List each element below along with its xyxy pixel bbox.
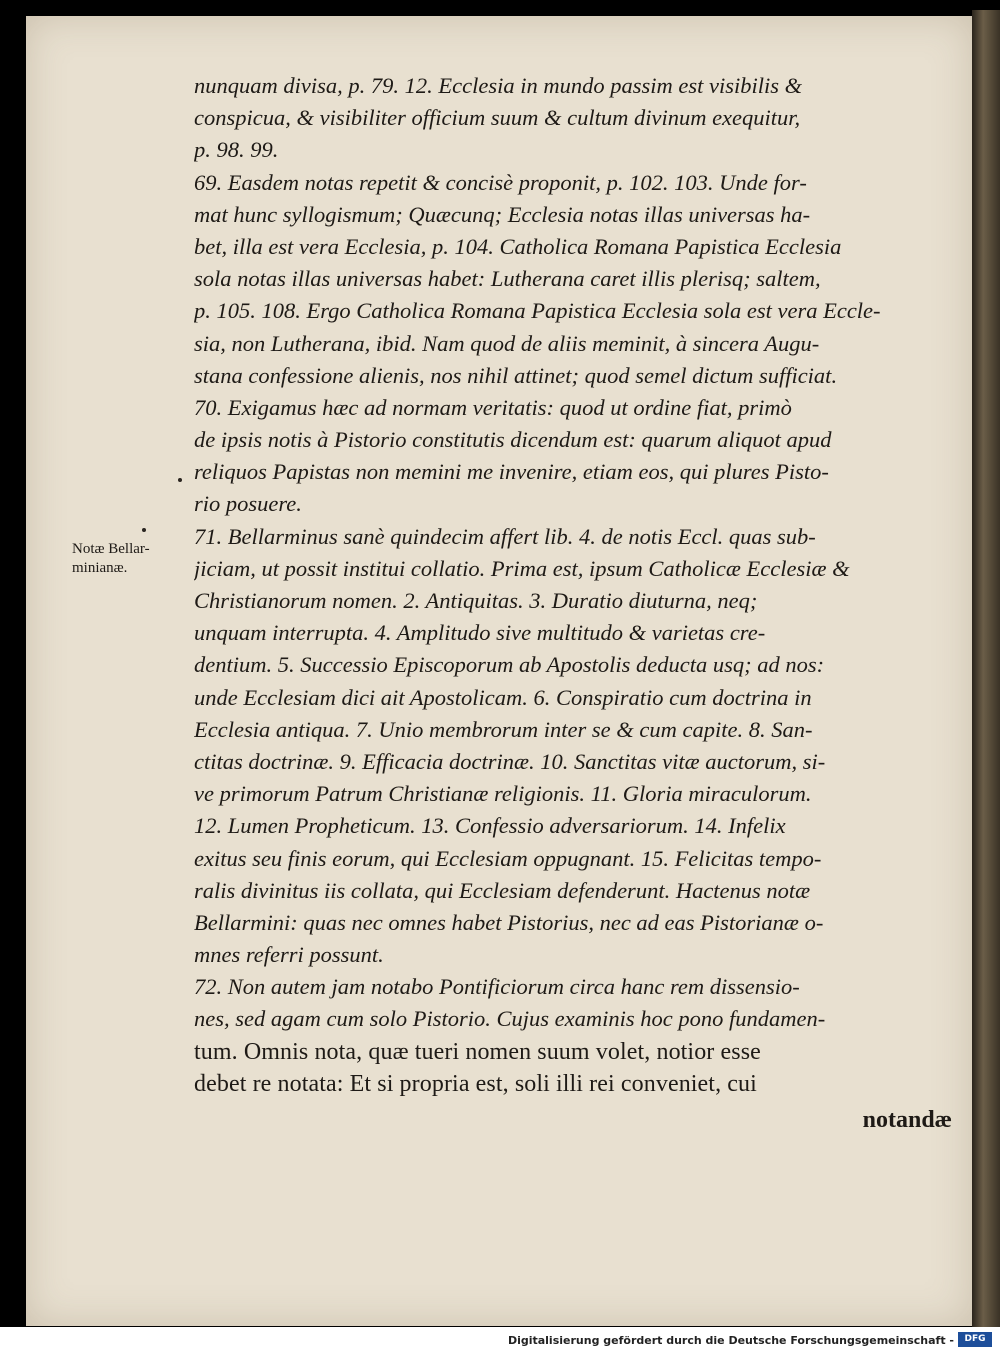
catchword: notandæ — [862, 1107, 952, 1133]
text-line: bet, illa est vera Ecclesia, p. 104. Catholica Romana Papistica Ecclesia — [194, 233, 842, 259]
ink-speck — [142, 528, 146, 532]
text-line: Ecclesia antiqua. 7. Unio membrorum inter se & cum capite. 8. San- — [194, 716, 813, 742]
text-line: tum. Omnis nota, quæ tueri nomen suum volet, notior esse — [194, 1038, 761, 1065]
text-line: stana confessione alienis, nos nihil attinet; quod semel dictum sufficiat. — [194, 362, 838, 388]
text-line: ralis divinitus iis collata, qui Ecclesiam defenderunt. Hactenus notæ — [194, 877, 811, 903]
text-line: ctitas doctrinæ. 9. Efficacia doctrinæ. 10. Sanctitas vitæ auctorum, si- — [194, 748, 826, 774]
text-line: conspicua, & visibiliter officium suum & cultum divinum exequitur, — [194, 105, 801, 131]
dfg-logo: DFG — [958, 1332, 992, 1347]
text-line: 69. Easdem notas repetit & concisè proponit, p. 102. 103. Unde for- — [194, 169, 807, 195]
footer-bar — [0, 1327, 1000, 1351]
marginal-note-line: Notæ Bellar- — [72, 541, 150, 557]
text-line: p. 98. 99. — [194, 137, 279, 163]
text-line: ve primorum Patrum Christianæ religionis. 11. Gloria miraculorum. — [194, 781, 812, 807]
body-text — [194, 70, 924, 1100]
ink-speck — [178, 478, 182, 482]
text-line: Christianorum nomen. 2. Antiquitas. 3. Duratio diuturna, neq; — [194, 588, 758, 613]
text-line: mat hunc syllogismum; Quæcunq; Ecclesia notas illas universas ha- — [194, 201, 811, 227]
text-line: debet re notata: Et si propria est, soli illi rei conveniet, cui — [194, 1070, 757, 1097]
funding-credit: Digitalisierung gefördert durch die Deutsche Forschungsgemeinschaft - — [507, 1334, 954, 1347]
text-line: p. 105. 108. Ergo Catholica Romana Papistica Ecclesia sola est vera Eccle- — [194, 298, 881, 324]
text-line: unquam interrupta. 4. Amplitudo sive multitudo & varietas cre- — [194, 620, 766, 646]
text-line: sia, non Lutherana, ibid. Nam quod de aliis meminit, à sincera Augu- — [194, 330, 820, 356]
page-edge — [972, 10, 1000, 1328]
text-line: mnes referri possunt. — [194, 942, 384, 968]
text-line: nunquam divisa, p. 79. 12. Ecclesia in mundo passim est visibilis & — [194, 73, 803, 98]
text-line: rio posuere. — [194, 491, 302, 517]
text-line: reliquos Papistas non memini me invenire, etiam eos, qui plures Pisto- — [194, 459, 829, 485]
text-line: dentium. 5. Successio Episcoporum ab Apostolis deducta usq; ad nos: — [194, 652, 825, 678]
text-line: unde Ecclesiam dici ait Apostolicam. 6. Conspiratio cum doctrina in — [194, 684, 812, 710]
text-line: exitus seu finis eorum, qui Ecclesiam oppugnant. 15. Felicitas tempo- — [194, 845, 822, 871]
marginal-note-line: minianæ. — [72, 560, 128, 576]
text-line: nes, sed agam cum solo Pistorio. Cujus examinis hoc pono fundamen- — [194, 1006, 826, 1032]
text-line: sola notas illas universas habet: Lutherana caret illis plerisq; saltem, — [194, 266, 821, 292]
text-line: jiciam, ut possit institui collatio. Prima est, ipsum Catholicæ Ecclesiæ & — [194, 555, 850, 581]
text-line: Bellarmini: quas nec omnes habet Pistorius, nec ad eas Pistorianæ o- — [194, 909, 824, 935]
text-line: 12. Lumen Propheticum. 13. Confessio adversariorum. 14. Infelix — [194, 813, 786, 839]
text-line: 71. Bellarminus sanè quindecim affert lib. 4. de notis Eccl. quas sub- — [194, 523, 816, 549]
text-line: de ipsis notis à Pistorio constitutis dicendum est: quarum aliquot apud — [194, 427, 832, 453]
text-line: 72. Non autem jam notabo Pontificiorum circa hanc rem dissensio- — [194, 974, 800, 1000]
text-line: 70. Exigamus hæc ad normam veritatis: quod ut ordine fiat, primò — [194, 394, 792, 420]
marginal-note — [72, 540, 192, 578]
